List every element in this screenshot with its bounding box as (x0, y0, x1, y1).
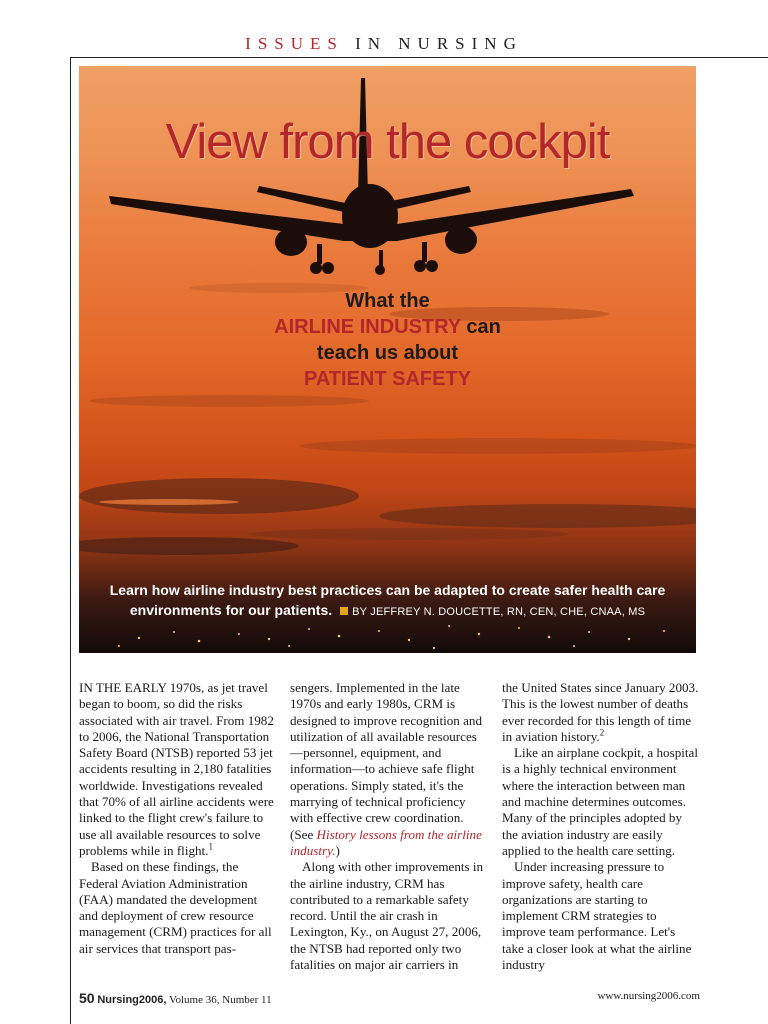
paragraph-text: IN THE EARLY 1970s, as jet travel began to boom, so did the risks associated with air travel. From 1982 to 2006, the National Transportation Safety Board (NTSB) reported 53 jet accidents resulting in 2,180 fatalities worldwide. Investigations revealed that 70% of all airline accidents were linked to the flight crew's failure to use all available resources to solve problems while in flight. (79, 680, 274, 858)
paragraph: Under increasing pressure to improve safety, health care organizations are starting to implement CRM strategies to improve team performance. Let's take a closer look at what the airline industry (502, 859, 692, 973)
paragraph (290, 680, 488, 859)
bullet-square-icon (340, 607, 348, 615)
issue-info: Volume 36, Number 11 (166, 994, 272, 1006)
article-lead (79, 580, 696, 622)
footnote-ref: 1 (208, 841, 213, 852)
lead-line-2 (79, 600, 696, 622)
left-rule (70, 57, 71, 1024)
lead-line-1: Learn how airline industry best practices can be adapted to create safer health care (109, 582, 666, 598)
body-column-3 (502, 680, 700, 973)
body-column-1 (79, 680, 277, 957)
paragraph: Along with other improvements in the airline industry, CRM has contributed to a remarkable safety record. Until the air crash in Lexington, Ky., on August 27, 2006, the NTSB had reported only two fatalities on major air carriers in (290, 859, 484, 973)
paragraph-text: ) (335, 842, 340, 858)
magazine-name: Nursing2006, (97, 994, 167, 1006)
sidebar-reference-link[interactable]: History lessons from the airline industry. (290, 826, 482, 858)
subtitle-line-2 (79, 314, 696, 340)
header-issues: ISSUES (245, 34, 344, 53)
paragraph (79, 680, 277, 859)
section-header (0, 34, 768, 54)
lead-line-2-text: environments for our patients. (129, 602, 333, 618)
footer-left (79, 990, 272, 1006)
header-rest: IN NURSING (355, 34, 523, 53)
subtitle-can: can (460, 316, 501, 338)
subtitle-line-3: teach us about (316, 342, 459, 364)
paragraph: Like an airplane cockpit, a hospital is a highly technical environment where the interaction between man and machine determines outcomes. Many of the principles adopted by the aviation industry are easily applied to the health care setting. (502, 745, 698, 858)
page-number: 50 (79, 990, 95, 1006)
top-rule (70, 57, 768, 58)
airplane-silhouette (109, 78, 634, 275)
subtitle-line-1: What the (345, 290, 430, 312)
paragraph-text: sengers. Implemented in the late 1970s and early 1980s, CRM is designed to improve recognition and utilization of all available resources—personnel, equipment, and information—to achieve safe flight operations. Simply stated, it's the marrying of technical proficiency with effective crew coordination. (See (290, 680, 482, 842)
paragraph-text: the United States since January 2003. This is the lowest number of deaths ever recorded for this length of time in aviation history. (502, 680, 699, 744)
subtitle-patient-safety: PATIENT SAFETY (303, 368, 472, 390)
footer-url[interactable]: www.nursing2006.com (597, 990, 700, 1002)
footnote-ref: 2 (599, 727, 605, 738)
paragraph (502, 680, 700, 745)
byline: BY JEFFREY N. DOUCETTE, RN, CEN, CHE, CNAA, MS (352, 606, 646, 618)
subtitle-airline-industry: AIRLINE INDUSTRY (274, 316, 461, 338)
hero-image (79, 66, 696, 653)
body-column-2 (290, 680, 488, 973)
city-lights (118, 625, 665, 649)
paragraph: Based on these findings, the Federal Aviation Administration (FAA) mandated the development and deployment of crew resource management (CRM) practices for all air services that transport pas- (79, 859, 272, 956)
article-subtitle (79, 288, 696, 392)
article-title: View from the cockpit (165, 115, 610, 169)
